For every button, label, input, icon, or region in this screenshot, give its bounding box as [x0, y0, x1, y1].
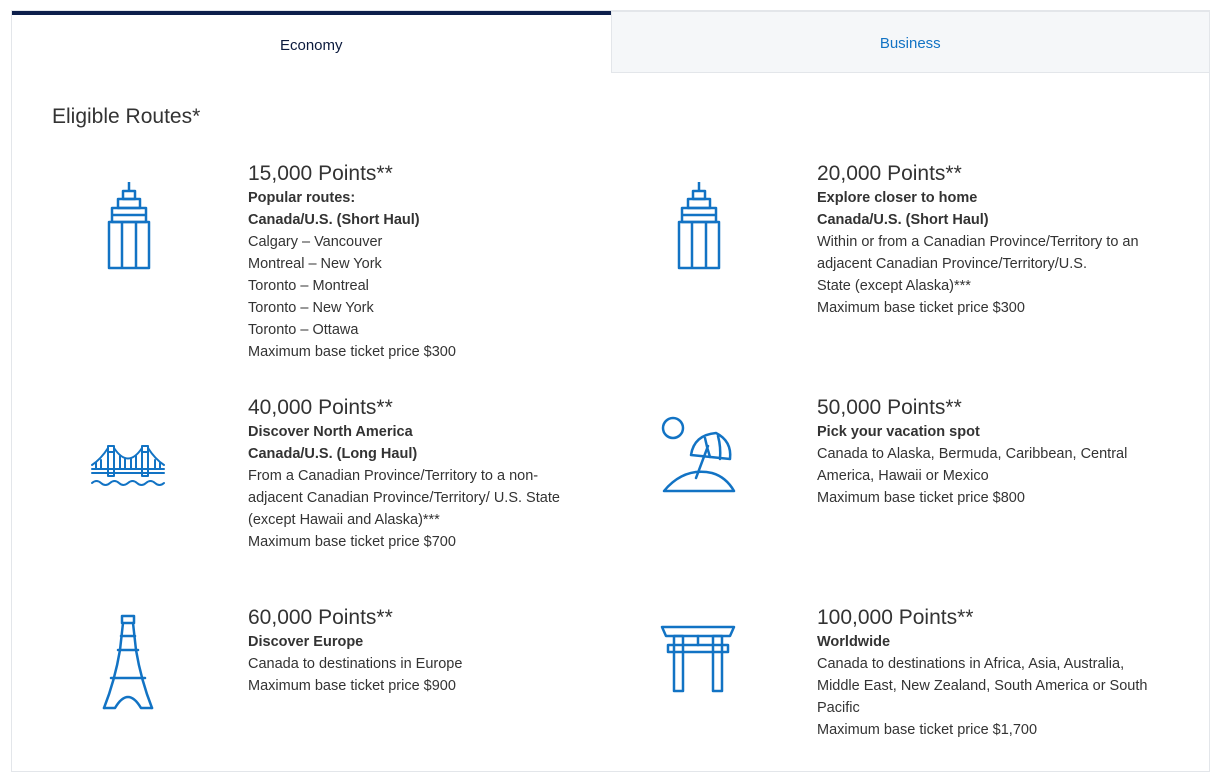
route-line: Canada to destinations in Africa, Asia, Australia, [817, 656, 1125, 672]
route-line: Toronto – Montreal [248, 278, 369, 294]
points-heading: 60,000 Points** [248, 606, 393, 629]
route-line: Calgary – Vancouver [248, 234, 383, 250]
cabin-tabs [12, 11, 1209, 73]
route-headline: Explore closer to home [817, 190, 978, 206]
route-line: Canada to Alaska, Bermuda, Caribbean, Central [817, 446, 1128, 462]
tab-business[interactable]: Business [611, 11, 1210, 73]
route-headline: Worldwide [817, 634, 891, 650]
route-max-price: Maximum base ticket price $900 [248, 678, 456, 694]
route-max-price: Maximum base ticket price $300 [248, 344, 456, 360]
route-max-price: Maximum base ticket price $1,700 [817, 722, 1038, 738]
route-headline: Discover Europe [248, 634, 364, 650]
route-max-price: Maximum base ticket price $300 [817, 300, 1025, 316]
route-headline: Discover North America [248, 424, 413, 440]
torii-gate-icon [660, 624, 736, 694]
points-heading: 50,000 Points** [817, 396, 962, 419]
route-subhead: Canada/U.S. (Short Haul) [817, 212, 989, 228]
route-subhead: Canada/U.S. (Short Haul) [248, 212, 420, 228]
route-card-20000 [817, 161, 1167, 319]
route-headline: Pick your vacation spot [817, 424, 980, 440]
route-line: From a Canadian Province/Territory to a non- [248, 468, 539, 484]
route-line: Toronto – New York [248, 300, 374, 316]
route-max-price: Maximum base ticket price $800 [817, 490, 1025, 506]
route-line: Canada to destinations in Europe [248, 656, 463, 672]
route-line: America, Hawaii or Mexico [817, 468, 989, 484]
beach-umbrella-icon [660, 415, 736, 493]
skyscraper-icon [676, 181, 722, 271]
eiffel-tower-icon [101, 614, 155, 710]
route-line: (except Hawaii and Alaska)*** [248, 512, 440, 528]
route-line: Pacific [817, 700, 860, 716]
tab-economy[interactable]: Economy [12, 11, 611, 73]
points-heading: 20,000 Points** [817, 162, 962, 185]
points-heading: 15,000 Points** [248, 162, 393, 185]
route-card-60000 [248, 605, 588, 697]
bridge-icon [91, 443, 165, 489]
skyscraper-icon [106, 181, 152, 271]
route-line: Within or from a Canadian Province/Territory to an [817, 234, 1139, 250]
route-headline: Popular routes: [248, 190, 356, 206]
route-card-50000 [817, 395, 1167, 509]
points-heading: 40,000 Points** [248, 396, 393, 419]
route-line: adjacent Canadian Province/Territory/ U.S. State [248, 490, 560, 506]
route-line: State (except Alaska)*** [817, 278, 971, 294]
route-subhead: Canada/U.S. (Long Haul) [248, 446, 418, 462]
points-heading: 100,000 Points** [817, 606, 974, 629]
route-line: adjacent Canadian Province/Territory/U.S. [817, 256, 1087, 272]
route-card-100000 [817, 605, 1177, 741]
route-card-40000 [248, 395, 593, 553]
rewards-panel [11, 10, 1210, 772]
section-title: Eligible Routes* [52, 105, 201, 128]
route-line: Middle East, New Zealand, South America or South [817, 678, 1148, 694]
route-max-price: Maximum base ticket price $700 [248, 534, 456, 550]
route-line: Toronto – Ottawa [248, 322, 359, 338]
route-card-15000 [248, 161, 588, 363]
route-line: Montreal – New York [248, 256, 382, 272]
